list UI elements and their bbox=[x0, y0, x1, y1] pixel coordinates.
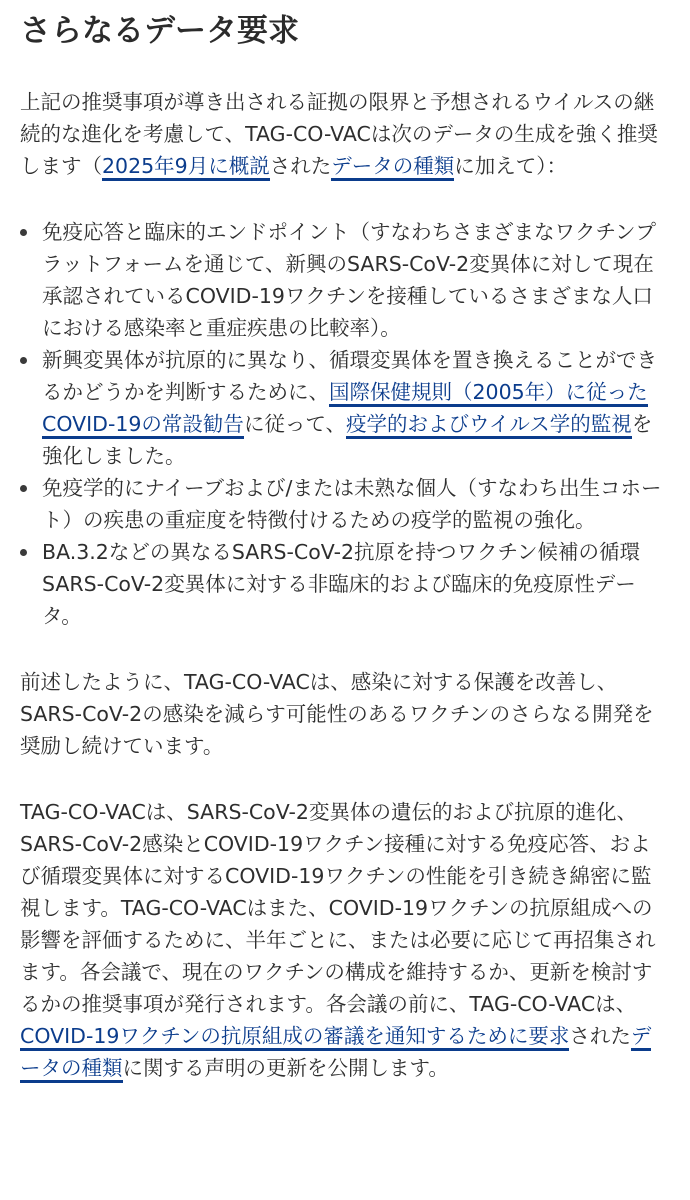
monitoring-paragraph bbox=[20, 796, 670, 1084]
list-item-text: 新興変異体が抗原的に異なり、循環変異体を置き換えることができるかどうかを判断するために、 bbox=[42, 348, 657, 404]
development-paragraph: 前述したように、TAG-CO-VACは、感染に対する保護を改善し、SARS-CoV-2の感染を減らす可能性のあるワクチンのさらなる開発を奨励し続けています。 bbox=[20, 670, 654, 758]
surveillance-link[interactable]: 疫学的およびウイルス学的監視 bbox=[346, 412, 632, 439]
section-heading: さらなるデータ要求 bbox=[20, 13, 299, 49]
list-item bbox=[20, 216, 670, 344]
data-types-link[interactable]: データの種類 bbox=[331, 154, 454, 181]
intro-text-2: された bbox=[269, 154, 332, 178]
list-item bbox=[20, 536, 670, 632]
monitoring-text-1: TAG-CO-VACは、SARS-CoV-2変異体の遺伝的および抗原的進化、SARS-CoV-2感染とCOVID-19ワクチン接種に対する免疫応答、および循環変異体に対するCOVID-19ワクチンの性能を引き続き綿密に監視します。TAG-CO-VACはまた、COVID-19ワクチンの抗原組成への影響を評価するために、半年ごとに、または必要に応じて再招集されます。各会議で、現在のワクチンの構成を維持するか、更新を検討するかの推奨事項が発行されます。各会議の前に、TAG-CO-VACは、 bbox=[20, 800, 656, 1016]
monitoring-text-3: に関する声明の更新を公開します。 bbox=[122, 1056, 449, 1080]
data-request-list bbox=[20, 216, 670, 632]
data-types-link-2[interactable]: データの種類 bbox=[20, 1024, 651, 1083]
intro-text-3: に加えて）： bbox=[454, 154, 567, 178]
list-item-text: に従って、 bbox=[243, 412, 347, 436]
sept-2025-link[interactable]: 2025年9月に概説 bbox=[102, 154, 270, 181]
antigen-composition-request-link[interactable]: COVID-19ワクチンの抗原組成の審議を通知するために要求 bbox=[20, 1024, 569, 1051]
list-item bbox=[20, 344, 670, 472]
list-item-text: 免疫学的にナイーブおよび/または未熟な個人（すなわち出生コホート）の疾患の重症度を特徴付けるための疫学的監視の強化。 bbox=[42, 476, 662, 532]
monitoring-text-2: された bbox=[569, 1024, 631, 1048]
list-item bbox=[20, 472, 670, 536]
list-item-text: BA.3.2などの異なるSARS-CoV-2抗原を持つワクチン候補の循環SARS-CoV-2変異体に対する非臨床的および臨床的免疫原性データ。 bbox=[42, 540, 641, 628]
intro-paragraph bbox=[20, 86, 670, 182]
intro-text-1: 上記の推奨事項が導き出される証拠の限界と予想されるウイルスの継続的な進化を考慮して、TAG-CO-VACは次のデータの生成を強く推奨します（ bbox=[20, 90, 658, 178]
list-item-text: を強化しました。 bbox=[42, 412, 653, 468]
ihr-recommendations-link[interactable]: 国際保健規則（2005年）に従ったCOVID-19の常設勧告 bbox=[42, 380, 648, 439]
list-item-text: 免疫応答と臨床的エンドポイント（すなわちさまざまなワクチンプラットフォームを通じて、新興のSARS-CoV-2変異体に対して現在承認されているCOVID-19ワクチンを接種しているさまざまな人口における感染率と重症疾患の比較率）。 bbox=[42, 220, 656, 340]
